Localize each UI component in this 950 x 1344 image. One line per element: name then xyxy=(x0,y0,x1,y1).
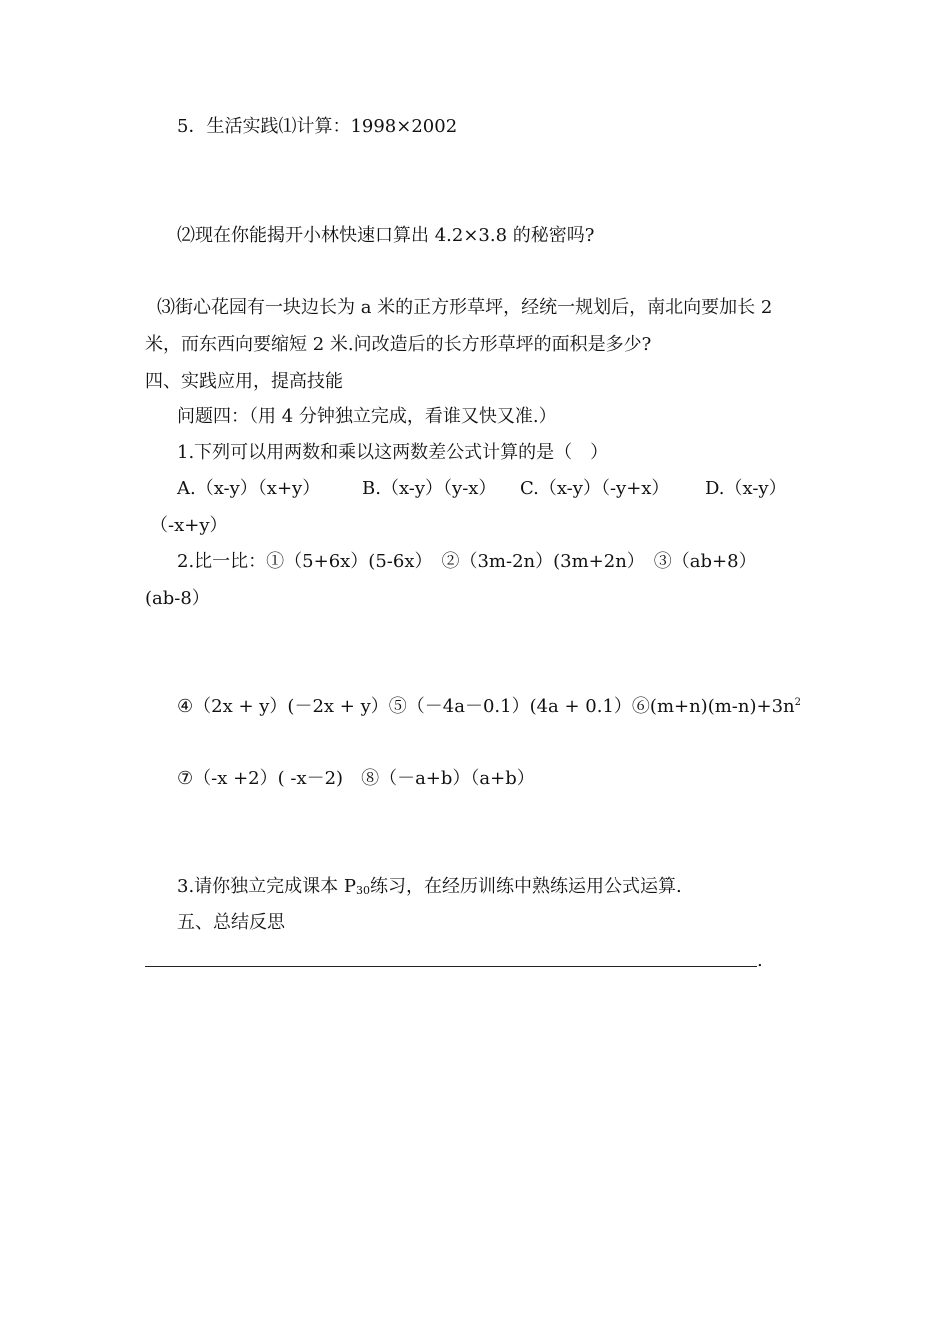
section-5-title: 五、总结反思 xyxy=(177,912,285,933)
problem-2-row-2 xyxy=(177,696,801,718)
problem-1-option-d-continued: （-x+y） xyxy=(150,515,228,536)
question-5-part-3-line-1: ⑶街心花园有一块边长为 a 米的正方形草坪，经统一规划后，南北向要加长 2 xyxy=(157,297,773,318)
problem-2-row-2-text: ④（2x + y）(－2x + y）⑤（－4a－0.1）(4a + 0.1）⑥(m+n)(m-n)+3n xyxy=(177,696,795,717)
problem-3 xyxy=(177,876,682,902)
page-number-subscript: 30 xyxy=(356,884,371,897)
problem-3-text-before: 3.请你独立完成课本 P xyxy=(177,876,357,897)
problem-1-option-a: A.（x-y）（x+y） xyxy=(177,478,321,499)
question-5-part-1: 5．生活实践⑴计算：1998×2002 xyxy=(177,116,458,137)
problem-2-row-1: 2.比一比：①（5+6x）(5-6x） ②（3m-2n）(3m+2n） ③（ab+8） xyxy=(177,551,757,572)
problem-1-option-d: D.（x-y） xyxy=(705,478,787,499)
section-4-title: 四、实践应用，提高技能 xyxy=(145,371,343,392)
answer-blank-line xyxy=(145,966,757,967)
problem-2-row-1-continued: (ab-8） xyxy=(145,588,210,609)
problem-3-text-after: 练习，在经历训练中熟练运用公式运算. xyxy=(370,876,682,897)
question-5-part-3-line-2: 米，而东西向要缩短 2 米.问改造后的长方形草坪的面积是多少? xyxy=(145,334,652,355)
answer-end-period: . xyxy=(757,950,763,971)
problem-1-option-c: C.（x-y）（-y+x） xyxy=(520,478,670,499)
problem-4-heading: 问题四：（用 4 分钟独立完成，看谁又快又准.） xyxy=(177,406,557,427)
question-5-part-2: ⑵现在你能揭开小林快速口算出 4.2×3.8 的秘密吗? xyxy=(177,225,595,246)
problem-2-row-3: ⑦（-x +2）( -x－2) ⑧（－a+b）（a+b） xyxy=(177,768,535,789)
problem-1-stem: 1.下列可以用两数和乘以这两数差公式计算的是（ ） xyxy=(177,442,609,463)
problem-1-option-b: B.（x-y）（y-x） xyxy=(362,478,497,499)
exponent-2: 2 xyxy=(794,697,801,708)
